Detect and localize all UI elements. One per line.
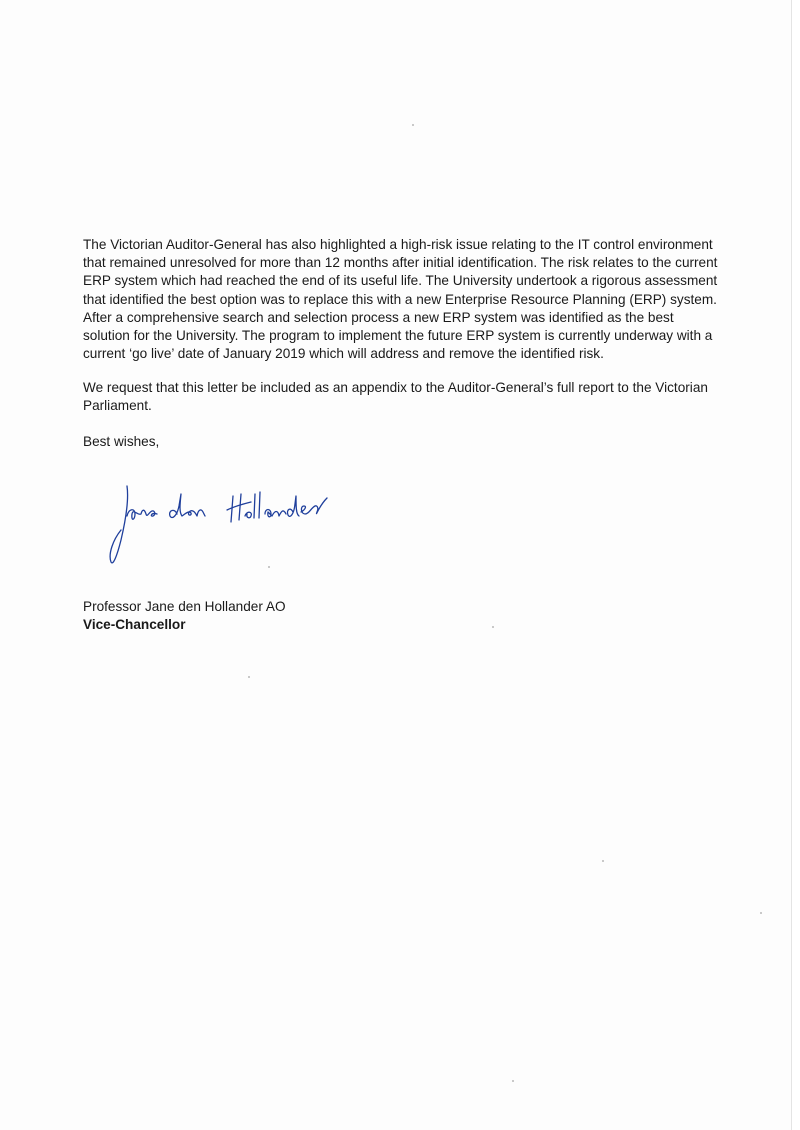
scan-speck: [248, 676, 250, 678]
scan-speck: [268, 566, 270, 568]
signatory-name: Professor Jane den Hollander AO: [83, 599, 286, 614]
scan-speck: [760, 912, 762, 914]
scan-speck: [412, 124, 414, 126]
scan-speck: [492, 626, 494, 628]
scan-speck: [602, 860, 604, 862]
closing-salutation: Best wishes,: [83, 434, 160, 449]
body-paragraph-appendix-request: We request that this letter be included as an appendix to the Auditor-General’s full report to the Victorian Parliament.: [83, 380, 708, 414]
handwritten-signature: [105, 478, 345, 573]
body-paragraph-it-risk: The Victorian Auditor-General has also highlighted a high-risk issue relating to the IT control environment that remained unresolved for more than 12 months after initial identification. The risk relates to the current ERP system which had reached the end of its useful life. The University undertook a rigorous assessment that identified the best option was to replace this with a new Enterprise Resource Planning (ERP) system. After a comprehensive search and selection process a new ERP system was identified as the best solution for the University. The program to implement the future ERP system is currently underway with a current ‘go live’ date of January 2019 which will address and remove the identified risk.: [83, 237, 718, 362]
signatory-title: Vice-Chancellor: [83, 617, 186, 632]
scan-speck: [512, 1080, 514, 1082]
